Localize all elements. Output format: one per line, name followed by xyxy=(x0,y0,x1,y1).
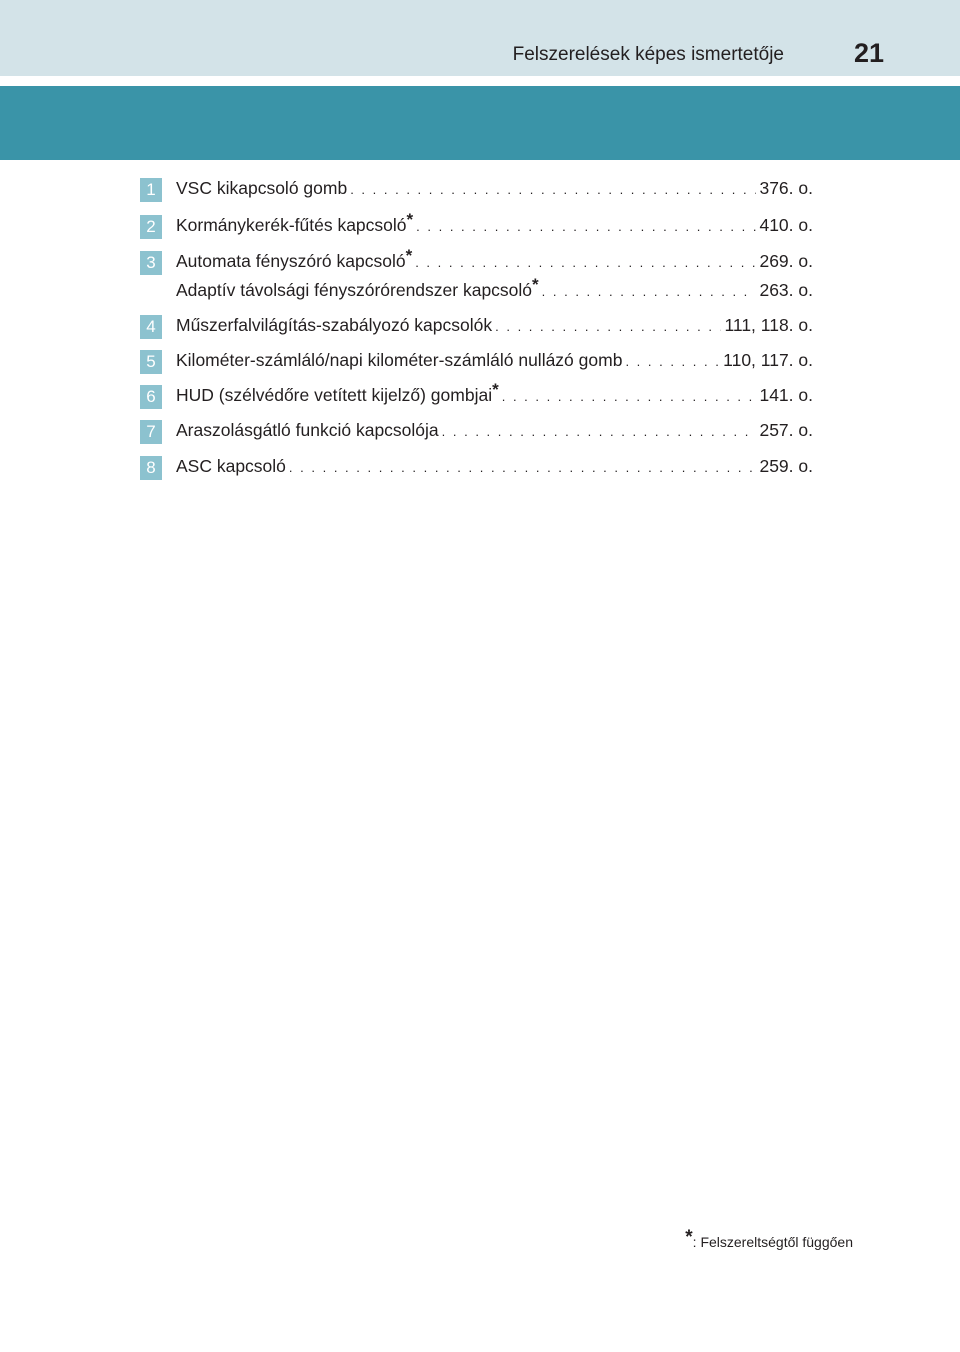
list-item xyxy=(0,178,960,206)
list-item xyxy=(0,350,960,378)
optional-star: * xyxy=(492,380,499,399)
item-entry xyxy=(176,246,813,272)
dot-leader xyxy=(495,319,721,334)
item-number-badge: 4 xyxy=(140,315,162,339)
item-sub-label: Adaptív távolsági fényszórórendszer kapcsoló* xyxy=(176,275,539,300)
item-label: Műszerfalvilágítás-szabályozó kapcsolók xyxy=(176,315,493,335)
page-ref: 110, 117. o. xyxy=(723,350,813,370)
footnote-star: * xyxy=(685,1227,693,1248)
page-ref: 269. o. xyxy=(759,251,813,271)
dot-leader xyxy=(442,424,757,439)
item-entry xyxy=(176,315,813,336)
list-item xyxy=(0,420,960,448)
item-label: Automata fényszóró kapcsoló* xyxy=(176,246,413,271)
item-entry xyxy=(176,178,813,199)
item-number-badge: 5 xyxy=(140,350,162,374)
item-entry xyxy=(176,456,813,477)
list-item xyxy=(0,315,960,343)
item-entry xyxy=(176,210,813,236)
page-ref: 257. o. xyxy=(759,420,813,440)
dot-leader xyxy=(289,460,757,475)
page-ref: 263. o. xyxy=(759,280,813,300)
item-label: Araszolásgátló funkció kapcsolója xyxy=(176,420,439,440)
page-ref: 376. o. xyxy=(759,178,813,198)
footnote xyxy=(685,1227,853,1250)
list-item xyxy=(0,210,960,243)
page-ref: 141. o. xyxy=(759,385,813,405)
item-number-badge: 1 xyxy=(140,178,162,202)
item-label: Kormánykerék-fűtés kapcsoló* xyxy=(176,210,414,235)
dot-leader xyxy=(415,255,756,270)
item-label: ASC kapcsoló xyxy=(176,456,286,476)
item-label: Kilométer-számláló/napi kilométer-számláló nullázó gomb xyxy=(176,350,623,370)
optional-star: * xyxy=(406,210,414,229)
item-label: VSC kikapcsoló gomb xyxy=(176,178,348,198)
optional-star: * xyxy=(405,246,413,265)
dot-leader xyxy=(502,389,757,404)
item-number-badge: 6 xyxy=(140,385,162,409)
item-number-badge: 3 xyxy=(140,251,162,275)
dot-leader xyxy=(350,182,756,197)
item-number-badge: 8 xyxy=(140,456,162,480)
item-entry xyxy=(176,380,813,406)
footnote-text: : Felszereltségtől függően xyxy=(692,1234,853,1250)
page-number: 21 xyxy=(853,38,884,68)
page-ref: 259. o. xyxy=(759,456,813,476)
dot-leader xyxy=(416,219,756,234)
item-entry xyxy=(176,350,813,371)
item-label: HUD (szélvédőre vetített kijelző) gombjai* xyxy=(176,380,499,405)
list-item xyxy=(0,456,960,484)
item-sub-entry xyxy=(176,275,813,301)
optional-star: * xyxy=(532,275,539,294)
list-item xyxy=(0,246,960,311)
section-band xyxy=(0,86,960,160)
page-title: Felszerelések képes ismertetője xyxy=(512,44,784,65)
item-number-badge: 7 xyxy=(140,420,162,444)
page-ref: 410. o. xyxy=(759,215,813,235)
item-number-badge: 2 xyxy=(140,215,162,239)
item-entry xyxy=(176,420,813,441)
dot-leader xyxy=(625,354,720,369)
header-band xyxy=(0,0,960,76)
list-item xyxy=(0,380,960,413)
page-ref: 111, 118. o. xyxy=(724,315,813,335)
dot-leader xyxy=(542,284,757,299)
